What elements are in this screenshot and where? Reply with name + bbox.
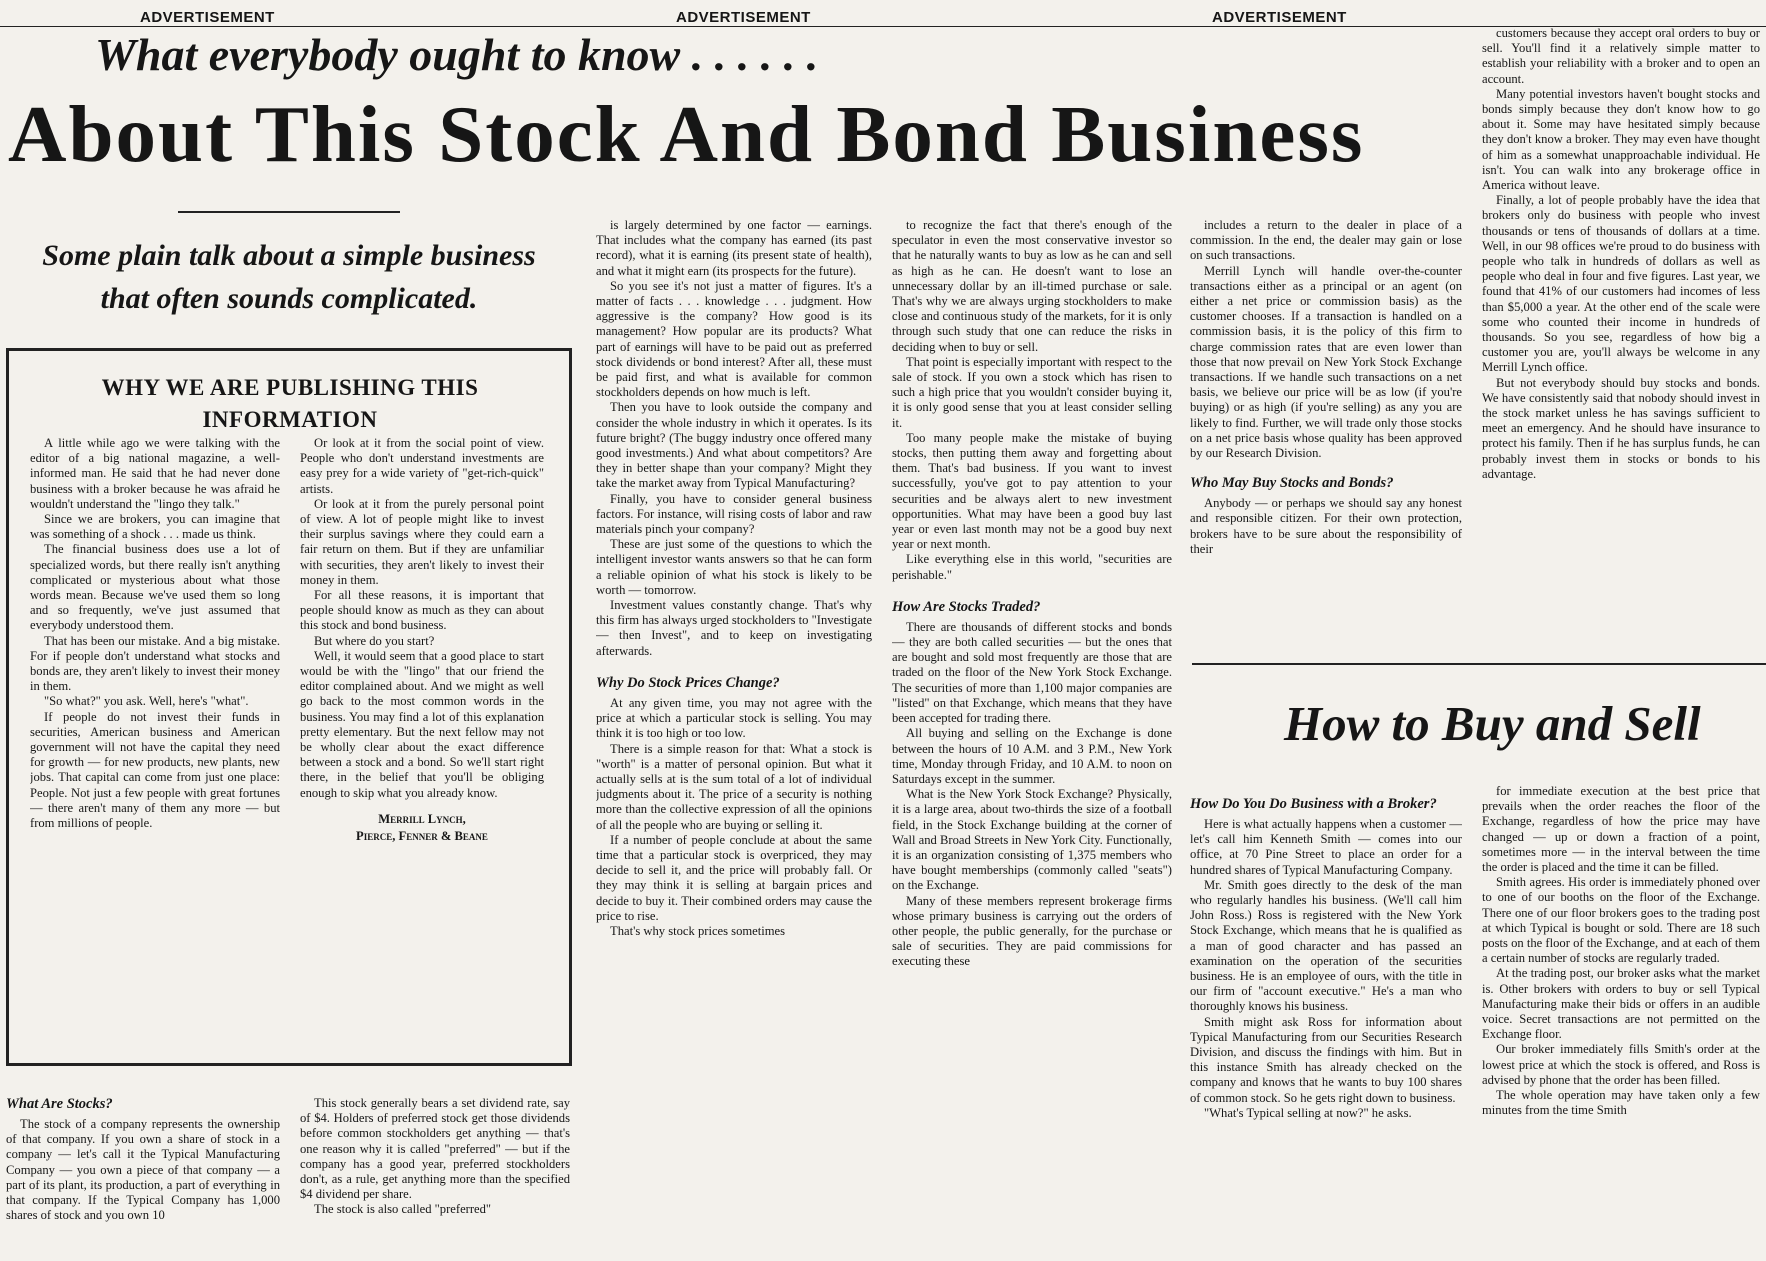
paragraph: Well, it would seem that a good place to start would be with the "lingo" that our friend the editor complained about. And we might as well go back to the most common words in the business. You may find a lot of this explanation pretty elementary. But the next fellow may not be wholly clear about the exact difference between a stock and a bond. So we'll start right there, in the belief that you'll be obliging enough to skip what you already know. [300,648,544,800]
paragraph: What is the New York Stock Exchange? Physically, it is a large area, about two-thirds the size of a football field, in the Stock Exchange building at the corner of Wall and Broad Streets in New York City. Functionally, it is an organization consisting of 1,375 members who have bought memberships (commonly called "seats") on the Exchange. [892,787,1172,893]
paragraph: That has been our mistake. And a big mistake. For if people don't understand what stocks and bonds are, they aren't likely to invest their money in them. [30,633,280,694]
paragraph: Smith agrees. His order is immediately phoned over to one of our booths on the floor of the Exchange. There one of our floor brokers goes to the trading post at which Typical is bought or sold. There are 18 such posts on the floor of the Exchange, and at each of them a certain number of stocks are regularly traded. [1482,875,1760,966]
box-title-line: INFORMATION [202,407,378,432]
paragraph: There are thousands of different stocks and bonds — they are both called securities — but the ones that are bought and sold most frequently are those that are traded on the floor of the New York Stock Exchange. The securities of more than 1,100 major companies are "listed" on that Exchange, which means that they have been accepted for trading there. [892,619,1172,726]
subheadline [4,234,574,320]
section-heading: How Do You Do Business with a Broker? [1190,796,1437,812]
paragraph: But not everybody should buy stocks and bonds. We have consistently said that nobody should invest in the stock market unless he has savings sufficient to meet an emergency. And he should have insurance to protect his family. Then if he has surplus funds, he can probably invest them in stocks or bonds to his advantage. [1482,375,1760,481]
subheadline-line: that often sounds complicated. [100,282,478,315]
column-5 [1190,218,1462,658]
column-4 [892,218,1172,1261]
paragraph: If people do not invest their funds in securities, American business and American government will not have the capital they need for growth — for new products, new plants, new jobs. That capital can come from just one place: People. Not just a few people with great fortunes — there aren't many of them any more — but from millions of people. [30,709,280,831]
divider [178,211,400,213]
paragraph: Investment values constantly change. That's why this firm has always urged stockholders to "Investigate — then Invest", and to keep on investigating afterwards. [596,598,872,658]
box-title-line: WHY WE ARE PUBLISHING THIS [101,375,479,400]
paragraph: These are just some of the questions to which the intelligent investor wants answers so that he can form a reliable opinion of what his stock is likely to be worth — tomorrow. [596,537,872,597]
buy-sell-column-a [1190,790,1462,1261]
paragraph: The stock is also called "preferred" [314,1202,492,1217]
paragraph: At any given time, you may not agree with the price at which a particular stock is selling. You may think it is too high or too low. [596,695,872,741]
paragraph: Many of these members represent brokerage firms whose primary business is carrying out the orders of other people, the public generally, for the purchase or sale of securities. They are paid commissions for executing these [892,893,1172,969]
column-3 [596,218,872,1261]
paragraph: Like everything else in this world, "securities are perishable." [892,552,1172,582]
paragraph: Or look at it from the social point of view. People who don't understand investments are easy prey for a wide variety of "get-rich-quick" artists. [300,436,544,496]
paragraph: "So what?" you ask. Well, here's "what". [44,694,249,709]
paragraph: Anybody — or perhaps we should say any honest and responsible citizen. For their own protection, brokers have to be sure about the responsibility of their [1190,496,1462,556]
paragraph: customers because they accept oral orders to buy or sell. You'll find it a relatively simple matter to establish your reliability with a broker and to open an account. [1482,26,1760,86]
paragraph: to recognize the fact that there's enough of the speculator in even the most conservative investor so that he naturally wants to buy as low as he can and sell as high as he can. He doesn't want to lose an unnecessary dollar by an ill-timed purchase or sale. That's why we are always urging stockholders to make close and continuous study of the markets, for it is only through such study that one can reduce the risks in deciding when to buy or sell. [892,218,1172,354]
paragraph: The stock of a company represents the ownership of that company. If you own a share of stock in a company — let's call it the Typical Manufacturing Company — you own a piece of that company — a part of its plant, its production, a part of everything in that company. If the Typical Company has 1,000 shares of stock and you own 10 [6,1117,280,1223]
section-heading: What Are Stocks? [6,1096,113,1112]
advertisement-label: ADVERTISEMENT [140,9,275,26]
preferred-stock-column [300,1096,570,1261]
advertisement-label: ADVERTISEMENT [1212,9,1347,26]
paragraph: Mr. Smith goes directly to the desk of the man who regularly handles his business. (We'll call him John Ross.) Ross is registered with the New York Stock Exchange, which means that he is qualified as a man of good character and has passed an examination on the operation of the securities business. He is an employee of ours, with the title in our firm of "account executive." He's a man who thoroughly knows his business. [1190,877,1462,1014]
paragraph: Smith might ask Ross for information about Typical Manufacturing from our Securities Research Division, and discuss the findings with him. But in this instance Smith has already checked on the company and knows that he wants to buy 100 shares of common stock. So he gets right down to business. [1190,1014,1462,1105]
paragraph: is largely determined by one factor — earnings. That includes what the company has earned (its past record), what it is earning (its present state of health), and what it might earn (its prospects for the future). [596,218,872,278]
paragraph: includes a return to the dealer in place of a commission. In the end, the dealer may gain or lose on such transactions. [1190,218,1462,263]
how-to-buy-sell-headline: How to Buy and Sell [1284,696,1701,751]
paragraph: So you see it's not just a matter of figures. It's a matter of facts . . . knowledge . . . judgment. How aggressive is the company? How good is its management? How popular are its products? What part of earnings will have to be paid out as preferred stock dividends or bond interest? After all, these must be paid first, and what is available for common stockholders depends on how much is left. [596,278,872,400]
box-column-2 [300,436,544,1048]
paragraph: That point is especially important with respect to the sale of stock. If you own a stock which has risen to such a high price that you wouldn't consider buying it, it is only good sense that you at least consider selling it. [892,354,1172,430]
headline: About This Stock And Bond Business [8,89,1365,179]
section-heading: Who May Buy Stocks and Bonds? [1190,475,1394,492]
column-6 [1482,26,1760,658]
box-column-1 [30,436,280,1048]
kicker-line: What everybody ought to know . . . . . . [95,29,819,80]
paragraph: Or look at it from the purely personal point of view. A lot of people might like to invest their surplus savings where they could earn a fair return on them. But if they are unfamiliar with securities, they aren't likely to invest their money in them. [300,496,544,587]
advertisement-label: ADVERTISEMENT [676,9,811,26]
paragraph: At the trading post, our broker asks what the market is. Other brokers with orders to buy or sell Typical Manufacturing make their bids or offers in an audible voice. Secret transactions are not permitted on the Exchange floor. [1482,966,1760,1042]
box-title [40,372,540,436]
paragraph: Merrill Lynch will handle over-the-counter transactions either as a principal or an agent (on either a net price or commission basis) as the customer chooses. If a transaction is handled on a commission basis, it is the policy of this firm to charge commission rates that are even lower than those that now prevail on New York Stock Exchange transactions. If we handle such transactions on a net basis, we believe our price will be as low (if you're buying) or as high (if you're selling) as any you are likely to find. Further, we will trade only those stocks on a net price basis whose quality has been approved by our Research Division. [1190,263,1462,461]
paragraph: Too many people make the mistake of buying stocks, then putting them away and forgetting about them. That's bad business. If you want to invest successfully, you've got to pay attention to your securities and be always alert to new investment opportunities. What may have been a good buy last year or even last month may not be a good buy next year or next month. [892,430,1172,552]
paragraph: A little while ago we were talking with the editor of a big national magazine, a well-informed man. He said that he had never done business with a broker because he was afraid he wouldn't understand the "lingo they talk." [30,436,280,511]
section-heading: How Are Stocks Traded? [892,598,1041,615]
buy-sell-column-b [1482,784,1760,1261]
paragraph: If a number of people conclude at about the same time that a particular stock is overpriced, they may decide to sell it, and the price will probably fall. Or they may think it is selling at bargain prices and decide to buy it. Their combined orders may cause the price to rise. [596,832,872,923]
paragraph: for immediate execution at the best price that prevails when the order reaches the floor of the Exchange, regardless of how the price may have changed — up or down a fraction of a point, sometimes more — in the interval between the time the order is placed and the time it can be filled. [1482,784,1760,875]
paragraph: Here is what actually happens when a customer — let's call him Kenneth Smith — comes into our office, at 70 Pine Street to place an order for a hundred shares of Typical Manufacturing Company. [1190,817,1462,877]
section-heading: Why Do Stock Prices Change? [596,674,780,691]
paragraph: The whole operation may have taken only a few minutes from the time Smith [1482,1088,1760,1118]
paragraph: Then you have to look outside the company and consider the whole industry in which it operates. Is its future bright? (The buggy industry once offered many good investments.) And what about competitors? Are they in better shape than your company? Might they take the market away from Typical Manufacturing? [596,400,872,491]
paragraph: "What's Typical selling at now?" he asks. [1204,1105,1412,1120]
what-are-stocks-column [6,1090,280,1261]
paragraph: Our broker immediately fills Smith's order at the lowest price at which the stock is offered, and Ross is advised by phone that the order has been filled. [1482,1042,1760,1087]
signature [300,811,544,845]
section-rule [1192,663,1766,665]
signature-line: Pierce, Fenner & Beane [356,828,488,843]
paragraph: All buying and selling on the Exchange is done between the hours of 10 A.M. and 3 P.M., New York time, Monday through Friday, and 10 A.M. to noon on Saturdays except in the summer. [892,726,1172,786]
paragraph: Finally, a lot of people probably have the idea that brokers only do business with people who invest thousands or tens of thousands of dollars at a time. Well, in our 98 offices we're proud to do business with people who talk in hundreds of dollars as well as people who deal in four and five figures. Last year, we found that 41% of our customers had incomes of less than $5,000 a year. At the other end of the scale were some who counted their income in hundreds of thousands. So you see, regardless of how big a customer you are, you'll always be welcome in any Merrill Lynch office. [1482,193,1760,375]
paragraph: This stock generally bears a set dividend rate, say of $4. Holders of preferred stock get those dividends before common stockholders get anything — that's one reason why it is called "preferred" — but if the company has a good year, preferred stockholders don't, as a rule, get anything more than the specified $4 dividend per share. [300,1096,570,1202]
paragraph: The financial business does use a lot of specialized words, but there really isn't anything complicated or mysterious about what those words mean. Because we've used them so long and so frequently, we've just assumed that everybody understood them. [30,542,280,633]
paragraph: Since we are brokers, you can imagine that was something of a shock . . . made us think. [30,512,280,542]
subheadline-line: Some plain talk about a simple business [42,239,536,272]
paragraph: But where do you start? [314,633,435,648]
paragraph: Many potential investors haven't bought stocks and bonds simply because they don't know how to go about it. Some may have hesitated simply because they don't know a broker. They may even have thought of him as a somewhat unapproachable individual. He isn't. You can walk into any brokerage office in America without leave. [1482,86,1760,193]
paragraph: For all these reasons, it is important that people should know as much as they can about this stock and bond business. [300,588,544,633]
paragraph: That's why stock prices sometimes [610,923,786,938]
paragraph: Finally, you have to consider general business factors. For instance, will rising costs of labor and raw materials pinch your company? [596,491,872,537]
signature-line: Merrill Lynch, [378,811,466,826]
paragraph: There is a simple reason for that: What a stock is "worth" is a matter of personal opinion. But what it actually sells at is the sum total of a lot of individual judgments about it. The price of a security is nothing more than the collective expression of all the opinions of all the people who are buying or selling it. [596,741,872,832]
